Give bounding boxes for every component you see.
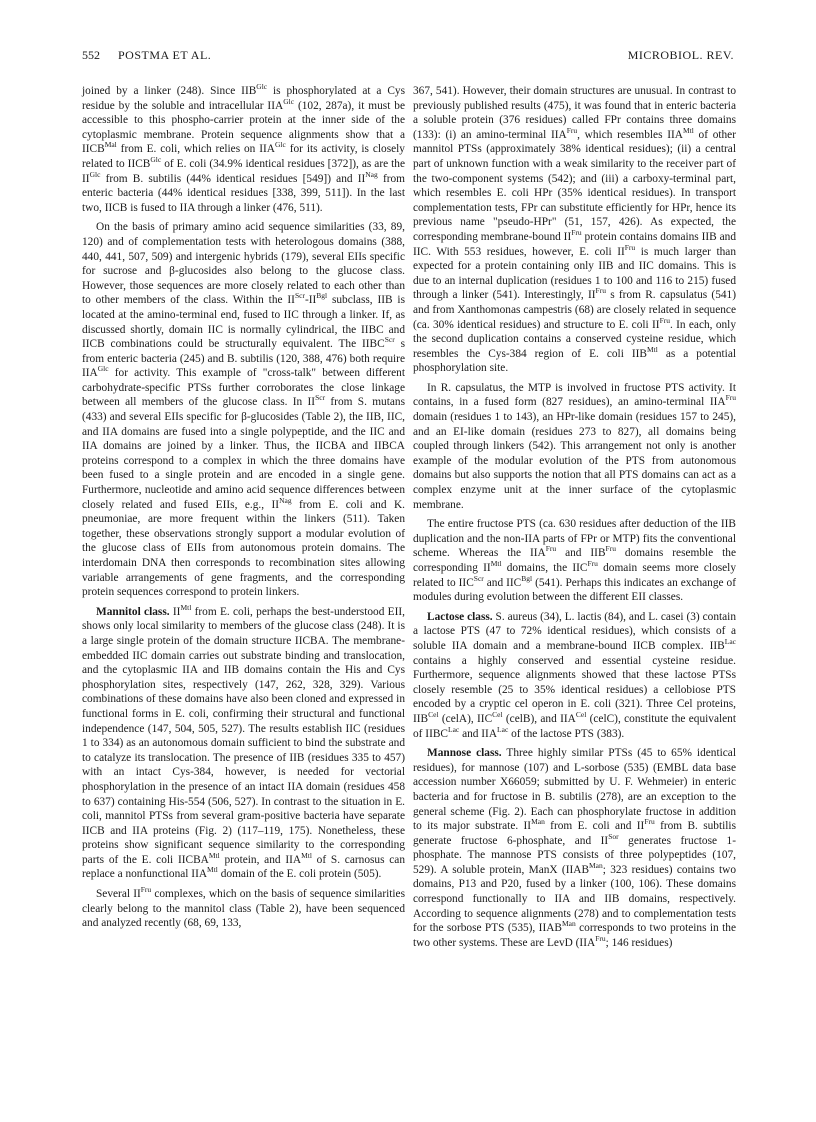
superscript: Mtl [301, 851, 312, 861]
superscript: Mtl [682, 126, 694, 135]
superscript: Fru [566, 126, 578, 135]
paragraph-body: Three highly similar PTSs (45 to 65% identical residues), for mannose (107) and L-sorbose (535) (EMBL data base accession number X66059; submitted by U. F. Wehmeier) in enteric bacteria and for fructose in B. subtilis (278), are an exception to the general scheme (Fig. 2). Each can phosphorylate fructose in addition to its major substrate. $II^{Man}$ from E. coli and $II^{Fru}$ from B. subtilis generate fructose 6-phosphate, and $II^{Sor}$ generates fructose 1-phosphate. The mannose PTS consists of three polypeptides (107, 529). A soluble protein, ManX ($IIAB^{Man}$; 323 residues) contains two domains, P13 and P20, fused by a linker (100, 106). These domains correspond functionally to IIA and IIB domains, respectively. According to sequence alignments (278) and to complementation tests for the sorbose PTS (535), $IIAB^{Man}$ corresponds to two proteins in the two other systems. These are LevD ($IIA^{Fru}$; 146 residues) [413, 747, 737, 949]
page-number: 552 [82, 48, 100, 62]
superscript: Glc [97, 364, 109, 374]
superscript: Fru [624, 242, 636, 252]
superscript: Scr [294, 291, 305, 301]
superscript: Cel [492, 710, 503, 720]
section-heading: Lactose class. [427, 610, 493, 623]
paragraph: 367, 541). However, their domain structures are unusual. In contrast to previously published results (475), it was found that in enteric bacteria a soluble protein (376 residues) called FPr contains three domains (133): (i) an amino-terminal $IIA^{Fru}$, which resembles $IIA^{Mtl}$ of other mannitol PTSs (approximately 38% identical residues); (ii) a central part of unknown function with a weak similarity to the receiver part of the two-component systems (542); and (iii) a carboxy-terminal part, which resembles E. coli HPr (35% identical residues). In transport complementation tests, FPr can substitute efficiently for HPr, hence its previous name "pseudo-HPr" (51, 157, 426). As expected, the corresponding membrane-bound $II^{Fru}$ protein contains domains IIB and IIC. With 553 residues, however, E. coli $II^{Fru}$ is much larger than expected for a protein containing only IIB and IIC domains. This is due to an internal duplication (residues 1 to 100 and 116 to 215) fused through a linker (541). Interestingly, $II^{Fru}$ s from R. capsulatus (541) and from Xanthomonas campestris (68) are closely related in sequence (ca. 30% identical residues) and structure to E. coli $II^{Fru}$. In each, only the second duplication contains a conserved cysteine residue, which resembles the Cys-384 region of E. coli $IIB^{Mtl}$ as a potential phosphorylation site. [413, 85, 737, 375]
superscript: Mtl [208, 851, 220, 861]
paragraph-body: $II^{Mtl}$ from E. coli, perhaps the best-understood EII, shows only local similarity to members of the glucose class (248). It is a large single protein of the domain structure IICBA. The membrane-embedded IIC domain carries out substrate binding and translocation, and the cytoplasmic IIA and IIB domains contain the His and Cys phosphorylation sites, respectively (147, 262, 328, 329). Various combinations of these domains have also been cloned and expressed in functional forms in E. coli, confirming their structural and functional independence (147, 504, 505, 527). The results establish IIC (residues 1 to 334) as an autonomous domain sufficient to bind the substrate and to catalyze its translocation. The presence of IIB (residues 335 to 457) with an intact Cys-384, however, is needed for vectorial phosphorylation in the presence of an intact IIA domain (residues 458 to 637) containing His-554 (506, 527). In contrast to the situation in E. coli, mannitol PTSs from several gram-positive bacteria have separate IICB and IIA proteins (Fig. 2) (117–119, 175). Nonetheless, these proteins show significant sequence similarity to the corresponding parts of the E. coli $IICBA^{Mtl}$ protein, and $IIA^{Mtl}$ of S. carnosus can replace a nonfunctional $IIA^{Mtl}$ domain of the E. coli protein (505). [82, 603, 406, 881]
paragraph [82, 605, 405, 882]
superscript: Scr [384, 335, 395, 345]
superscript: Glc [274, 140, 286, 150]
superscript: Scr [473, 573, 484, 583]
superscript: Glc [283, 96, 295, 106]
paragraph-body: S. aureus (34), L. lactis (84), and L. casei (3) contain a lactose PTS (47 to 72% identical residues), which consists of a soluble IIA domain and a membrane-bound IICB complex. $IIB^{Lac}$ contains a highly conserved and essential cysteine residue. Furthermore, sequence alignments showed that these lactose PTSs closely resemble (25 to 35% identical residues) a cellobiose PTS encoded by a cryptic cel operon in E. coli (321). Three Cel proteins, $IIB^{Cel}$ (celA), $IIC^{Cel}$ (celB), and $IIA^{Cel}$ (celC), constitute the equivalent of $IIBC^{Lac}$ and $IIA^{Lac}$ of the lactose PTS (383). [413, 610, 737, 740]
superscript: Fru [140, 885, 152, 895]
superscript: Fru [644, 817, 655, 827]
superscript: Man [561, 919, 576, 929]
paragraph: joined by a linker (248). Since $IIB^{Glc}$ is phosphorylated at a Cys residue by the soluble and intracellular $IIA^{Glc}$ (102, 287a), it must be accessible to this phospho-carrier protein at the inner side of the cytoplasmic membrane. Protein sequence alignments show that a $IICB^{Mal}$ from E. coli, which relies on $IIA^{Glc}$ for its activity, is closely related to $IICB^{Glc}$ of E. coli (34.9% identical residues [372]), as are the $II^{Glc}$ from B. subtilis (44% identical residues [549]) and $II^{Nag}$ from enteric bacteria (44% identical residues [338, 399, 511]). In the last two, IICB is fused to IIA through a linker (476, 511). [82, 82, 406, 214]
superscript: Mtl [180, 603, 192, 612]
paragraph: In R. capsulatus, the MTP is involved in fructose PTS activity. It contains, in a fused form (827 residues), an amino-terminal $IIA^{Fru}$ domain (residues 1 to 143), an HPr-like domain (residues 157 to 245), and an EI-like domain (residues 273 to 827), all domains being coupled through linkers (542). This arrangement not only is another example of the modular evolution of the PTS from autonomous domains but also supports the notion that all PTS domains can act as a complex enzyme unit at the inner surface of the cytoplasmic membrane. [413, 381, 736, 511]
superscript: Fru [571, 228, 582, 238]
superscript: Mtl [207, 865, 218, 875]
superscript: Fru [587, 559, 598, 569]
superscript: Sor [608, 831, 619, 841]
paragraph: The entire fructose PTS (ca. 630 residues after deduction of the IIB duplication and the non-IIA parts of FPr or MTP) fits the conventional scheme. Whereas the $IIA^{Fru}$ and $IIB^{Fru}$ domains resemble the corresponding $II^{Mtl}$ domains, the $IIC^{Fru}$ domain seems more closely related to $IIC^{Scr}$ and $IIC^{Bgl}$ (541). Perhaps this indicates an exchange of modules during evolution between the different EII classes. [413, 518, 737, 604]
paragraph: Several $II^{Fru}$ complexes, which on the basis of sequence similarities clearly belong to the mannitol class (Table 2), have been sequenced and analyzed recently (68, 69, 133, [82, 885, 405, 930]
superscript: Lac [497, 724, 509, 734]
running-header [82, 48, 734, 70]
superscript: Bgl [521, 573, 533, 583]
superscript: Mal [104, 140, 117, 150]
superscript: Glc [256, 82, 268, 92]
superscript: Bgl [316, 291, 328, 301]
superscript: Lac [724, 637, 736, 647]
running-journal: MICROBIOL. REV. [627, 48, 734, 62]
superscript: Cel [428, 710, 439, 720]
superscript: Fru [595, 286, 606, 296]
superscript: Fru [659, 315, 670, 325]
superscript: Scr [315, 393, 326, 403]
paragraph: On the basis of primary amino acid sequence similarities (33, 89, 120) and of complementation tests with heterologous domains (388, 440, 441, 507, 509) and intergenic hybrids (179), several EIIs specific for sucrose and β-glucosides also belong to the glucose class. However, those sequences are more closely related to each other than to other members of the class. Within the $II^{Scr}-II^{Bgl}$ subclass, IIB is located at the amino-terminal end, fused to IIC through a linker. If, as discussed shortly, domain IIC is normally cylindrical, the IIBC and IICB combinations could be structurally equivalent. The $IIBC^{Scr}$ s from enteric bacteria (245) and B. subtilis (120, 388, 476) both require $IIA^{Glc}$ for activity. This example of "cross-talk" between different carbohydrate-specific PTSs further corroborates the close linkage between all members of the glucose class. In $II^{Scr}$ from S. mutans (433) and several EIIs specific for β-glucosides (Table 2), the IIB, IIC, and IIA domains are fused into a single polypeptide, and the IIC and IIA domains are joined by a linker. Thus, the IICBA and IIBCA proteins correspond to a complex in which the three domains have been fused to a single protein and are encoded in a single gene. Furthermore, nucleotide and amino acid sequence differences between closely related and fused EIIs, e.g., $II^{Nag}$ from E. coli and K. pneumoniae, are more frequent within the linkers (511). Taken together, these observations strongly support a modular evolution of the glucose class of EIIs from autonomous protein domains. The interdomain DNA then corresponds to recombination sites allowing variable arrangements of gene fragments, and the corresponding protein sequences correspond to protein linkers. [82, 221, 406, 599]
paragraph [413, 610, 736, 741]
superscript: Fru [595, 934, 606, 944]
superscript: Nag [279, 495, 292, 505]
superscript: Man [589, 861, 603, 871]
superscript: Fru [545, 544, 557, 554]
superscript: Man [531, 817, 545, 827]
section-heading: Mannitol class. [96, 605, 170, 618]
right-column [413, 84, 736, 950]
superscript: Glc [89, 169, 101, 179]
superscript: Fru [605, 544, 616, 554]
superscript: Glc [150, 155, 162, 165]
superscript: Cel [575, 710, 587, 720]
superscript: Fru [725, 393, 736, 403]
superscript: Nag [365, 169, 378, 179]
superscript: Lac [447, 724, 460, 734]
superscript: Mtl [490, 559, 502, 569]
section-heading: Mannose class. [427, 747, 502, 760]
running-authors: POSTMA ET AL. [118, 48, 212, 62]
superscript: Mtl [646, 344, 658, 354]
paragraph [413, 746, 736, 950]
left-column [82, 84, 405, 931]
